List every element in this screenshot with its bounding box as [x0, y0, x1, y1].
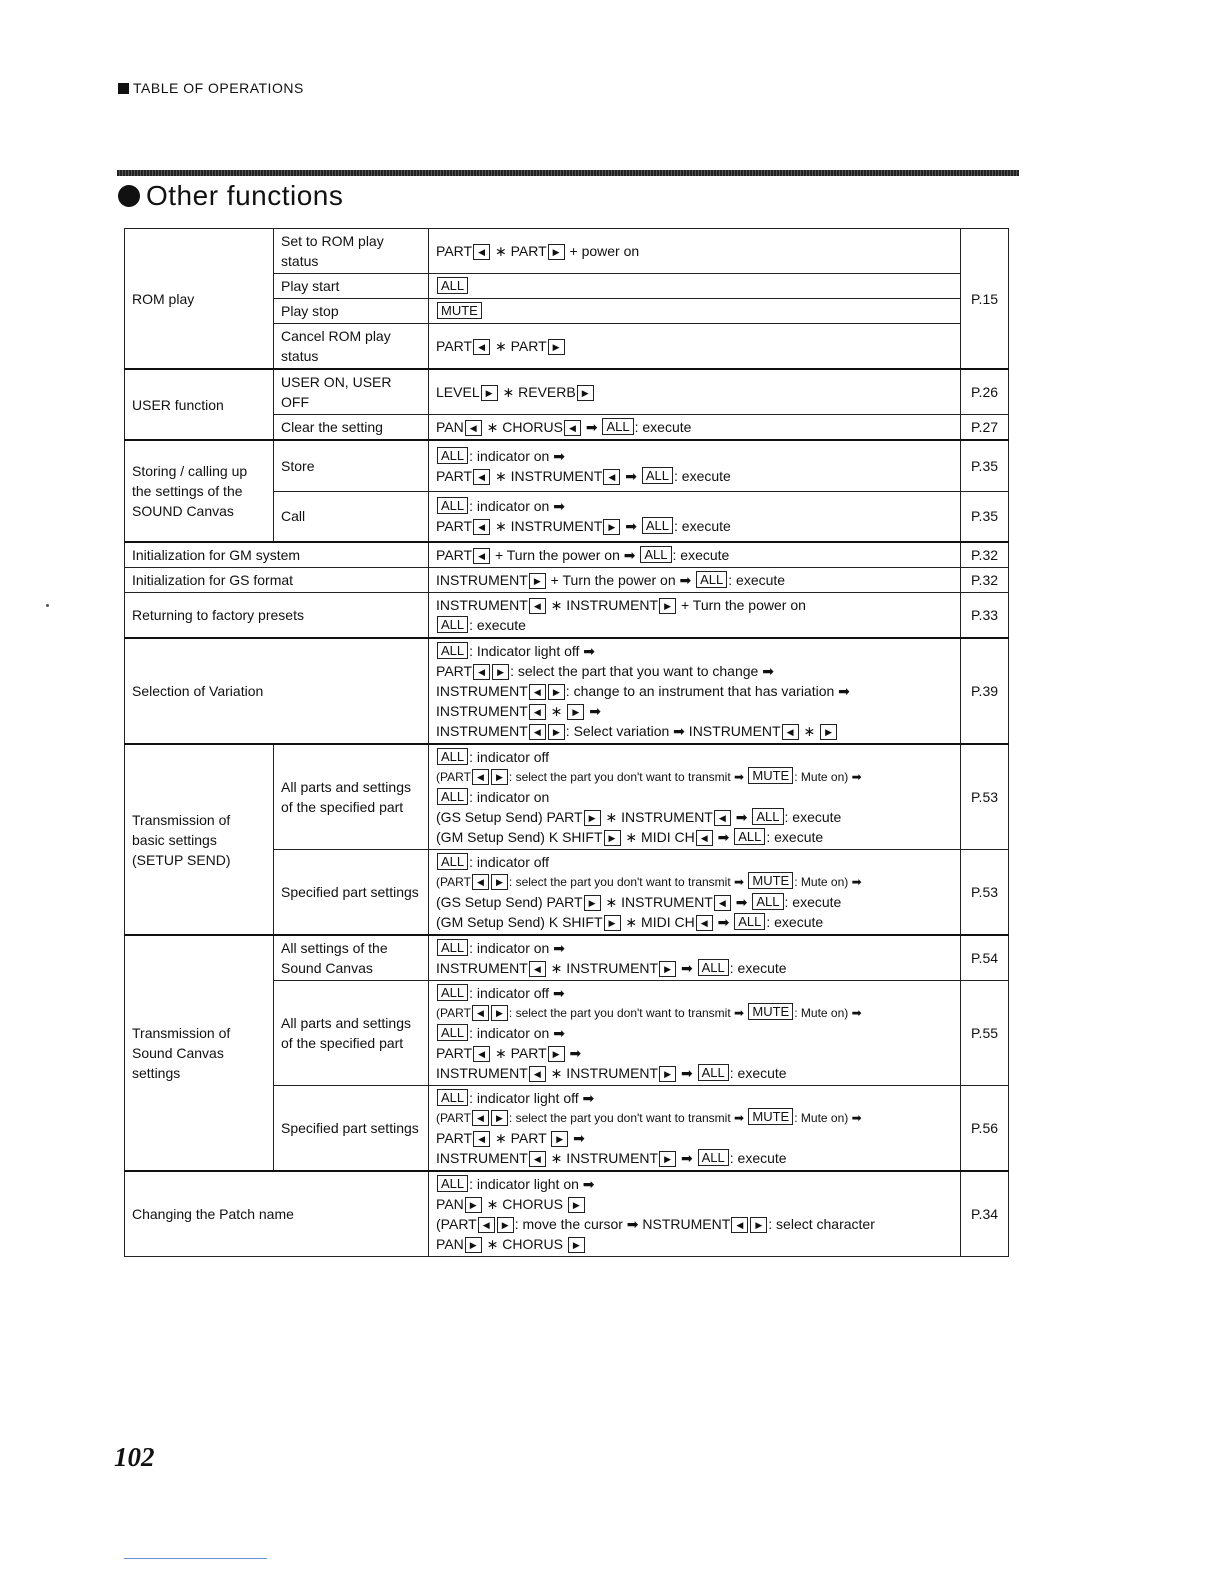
table-row [125, 568, 1009, 593]
left-arrow-key-icon: ◀ [529, 961, 546, 977]
left-arrow-key-icon: ◀ [465, 420, 482, 436]
canvas-specified-op [429, 1086, 961, 1172]
op-line: ALL : indicator off [436, 852, 953, 872]
all-key-icon: ALL [698, 1064, 729, 1081]
canvas-send-group: Transmission of Sound Canvas settings [125, 935, 274, 1171]
mute-key-icon: MUTE [748, 767, 793, 784]
left-arrow-key-icon: ◀ [529, 1066, 546, 1082]
all-key-icon: ALL [437, 642, 468, 659]
left-arrow-key-icon: ◀ [564, 420, 581, 436]
op-line: (GM Setup Send) K SHIFT ▶ ∗ MIDI CH ◀ ➡ ALL : execute [436, 829, 824, 845]
op-line: ALL : execute [436, 615, 953, 635]
op-word: PART [510, 243, 547, 259]
right-arrow-key-icon: ▶ [548, 724, 565, 740]
bullet-square-icon [118, 83, 129, 94]
all-key-icon: ALL [437, 1024, 468, 1041]
left-arrow-key-icon: ◀ [473, 469, 490, 485]
op-line: ALL : indicator off [436, 747, 953, 767]
op-line: ALL : indicator on ➡ [436, 446, 953, 466]
page-ref: P.15 [961, 229, 1009, 370]
op-line: INSTRUMENT ◀ ∗ INSTRUMENT ▶ ➡ ALL : execute [436, 960, 787, 976]
op-line: PART ◀ ∗ INSTRUMENT ▶ ➡ ALL : execute [436, 518, 731, 535]
call-label: Call [274, 491, 429, 542]
operations-table [124, 228, 1009, 1257]
op-line: ALL : Indicator light off ➡ [436, 641, 953, 661]
left-arrow-key-icon: ◀ [696, 915, 713, 931]
store-op [429, 440, 961, 491]
op-line: INSTRUMENT ◀ ∗ INSTRUMENT ▶ ➡ ALL : execute [436, 1065, 787, 1081]
variation-op [429, 638, 961, 744]
all-key-icon: ALL [437, 853, 468, 870]
right-arrow-key-icon: ▶ [548, 1046, 565, 1062]
user-clear-label: Clear the setting [274, 415, 429, 441]
left-arrow-key-icon: ◀ [714, 810, 731, 826]
all-key-icon: ALL [640, 546, 671, 563]
right-arrow-key-icon: ▶ [577, 385, 594, 401]
all-key-icon: ALL [437, 497, 468, 514]
left-arrow-key-icon: ◀ [731, 1217, 748, 1233]
rom-set-label: Set to ROM play status [274, 229, 429, 274]
right-arrow-key-icon: ▶ [491, 769, 508, 785]
page-title [118, 180, 343, 212]
op-line: ALL : indicator light off ➡ [436, 1088, 953, 1108]
mute-key-icon: MUTE [748, 872, 793, 889]
left-arrow-key-icon: ◀ [472, 874, 489, 890]
right-arrow-key-icon: ▶ [659, 961, 676, 977]
op-line: INSTRUMENT ◀ ▶ : change to an instrument that has variation ➡ [436, 683, 850, 699]
user-clear-op: PAN ◀ ∗ CHORUS ◀ ➡ ALL : execute [429, 415, 961, 441]
factory-label: Returning to factory presets [125, 593, 429, 639]
section-label [118, 80, 304, 96]
all-key-icon: ALL [698, 1149, 729, 1166]
right-arrow-key-icon: ▶ [551, 1131, 568, 1147]
right-arrow-key-icon: ▶ [529, 573, 546, 589]
right-arrow-key-icon: ▶ [465, 1237, 482, 1253]
right-arrow-key-icon: ▶ [465, 1197, 482, 1213]
op-line: ALL : indicator on [436, 787, 953, 807]
op-word: PART [436, 243, 473, 259]
right-arrow-key-icon: ▶ [604, 915, 621, 931]
left-arrow-key-icon: ◀ [603, 469, 620, 485]
patch-name-label: Changing the Patch name [125, 1171, 429, 1257]
mute-key-icon: MUTE [748, 1003, 793, 1020]
op-line: ALL : indicator on ➡ [436, 938, 953, 958]
table-row [125, 542, 1009, 568]
left-arrow-key-icon: ◀ [473, 548, 490, 564]
op-line: (PART ◀ ▶ : select the part you don't want to transmit ➡ MUTE : Mute on) ➡ [436, 1109, 862, 1125]
page-ref: P.32 [961, 542, 1009, 568]
right-arrow-key-icon: ▶ [481, 385, 498, 401]
op-line: ALL : indicator on ➡ [436, 496, 953, 516]
page-ref: P.39 [961, 638, 1009, 744]
footer-line [124, 1558, 267, 1559]
all-key-icon: ALL [734, 913, 765, 930]
page-title-text: Other functions [146, 180, 344, 211]
page-ref: P.56 [961, 1086, 1009, 1172]
page-ref: P.35 [961, 491, 1009, 542]
divider-rule [117, 170, 1019, 176]
left-arrow-key-icon: ◀ [472, 1005, 489, 1021]
table-row [125, 593, 1009, 639]
op-line: PART ◀ ∗ PART ▶ ➡ [436, 1130, 585, 1146]
all-key-icon: ALL [437, 447, 468, 464]
right-arrow-key-icon: ▶ [820, 724, 837, 740]
all-key-icon: ALL [437, 1089, 468, 1106]
page-ref: P.55 [961, 981, 1009, 1086]
op-line: ALL : indicator light on ➡ [436, 1174, 953, 1194]
right-arrow-key-icon: ▶ [659, 598, 676, 614]
setup-all-op [429, 744, 961, 850]
op-line: INSTRUMENT ◀ ∗ INSTRUMENT ▶ ➡ ALL : execute [436, 1150, 787, 1166]
op-line: PART ◀ ∗ INSTRUMENT ◀ ➡ ALL : execute [436, 467, 731, 484]
all-key-icon: ALL [437, 788, 468, 805]
left-arrow-key-icon: ◀ [472, 769, 489, 785]
right-arrow-key-icon: ▶ [584, 810, 601, 826]
init-gm-op: PART ◀ + Turn the power on ➡ ALL : execute [429, 542, 961, 568]
op-line: INSTRUMENT ◀ ∗ ▶ ➡ [436, 703, 601, 719]
left-arrow-key-icon: ◀ [782, 724, 799, 740]
user-on-op: LEVEL ▶ ∗ REVERB ▶ [429, 369, 961, 415]
left-arrow-key-icon: ◀ [529, 1151, 546, 1167]
rom-start-op [429, 274, 961, 299]
right-arrow-key-icon: ▶ [603, 519, 620, 535]
right-arrow-key-icon: ▶ [584, 895, 601, 911]
right-arrow-key-icon: ▶ [659, 1066, 676, 1082]
canvas-all-label: All settings of the Sound Canvas [274, 935, 429, 981]
right-arrow-key-icon: ▶ [548, 339, 565, 355]
mute-key-icon: MUTE [437, 302, 482, 319]
left-arrow-key-icon: ◀ [473, 244, 490, 260]
setup-send-group: Transmission of basic settings (SETUP SEND) [125, 744, 274, 935]
all-key-icon: ALL [437, 277, 468, 294]
rom-stop-label: Play stop [274, 299, 429, 324]
all-key-icon: ALL [696, 571, 727, 588]
right-arrow-key-icon: ▶ [491, 1005, 508, 1021]
user-function-group: USER function [125, 369, 274, 440]
all-key-icon: ALL [602, 418, 633, 435]
all-key-icon: ALL [642, 517, 673, 534]
right-arrow-key-icon: ▶ [491, 1110, 508, 1126]
page-ref: P.32 [961, 568, 1009, 593]
right-arrow-key-icon: ▶ [568, 1237, 585, 1253]
page-ref: P.54 [961, 935, 1009, 981]
table-row [125, 935, 1009, 981]
page-ref: P.26 [961, 369, 1009, 415]
factory-op [429, 593, 961, 639]
init-gs-label: Initialization for GS format [125, 568, 429, 593]
rom-start-label: Play start [274, 274, 429, 299]
setup-all-label: All parts and settings of the specified part [274, 744, 429, 850]
right-arrow-key-icon: ▶ [568, 1197, 585, 1213]
all-key-icon: ALL [437, 939, 468, 956]
op-line: (GS Setup Send) PART ▶ ∗ INSTRUMENT ◀ ➡ ALL : execute [436, 809, 842, 825]
storing-group: Storing / calling up the settings of the SOUND Canvas [125, 440, 274, 542]
rom-set-op: PART ◀ ∗ PART ▶ + power on [429, 229, 961, 274]
rom-stop-op [429, 299, 961, 324]
page-ref: P.35 [961, 440, 1009, 491]
left-arrow-key-icon: ◀ [529, 704, 546, 720]
all-key-icon: ALL [698, 959, 729, 976]
variation-label: Selection of Variation [125, 638, 429, 744]
left-arrow-key-icon: ◀ [473, 339, 490, 355]
page-ref: P.34 [961, 1171, 1009, 1257]
page-ref: P.53 [961, 850, 1009, 936]
op-line: (PART ◀ ▶ : select the part you don't want to transmit ➡ MUTE : Mute on) ➡ [436, 768, 862, 784]
setup-specified-label: Specified part settings [274, 850, 429, 936]
table-row [125, 440, 1009, 491]
mute-key-icon: MUTE [748, 1108, 793, 1125]
op-line: (PART ◀ ▶ : select the part you don't want to transmit ➡ MUTE : Mute on) ➡ [436, 873, 862, 889]
call-op [429, 491, 961, 542]
left-arrow-key-icon: ◀ [714, 895, 731, 911]
right-arrow-key-icon: ▶ [567, 704, 584, 720]
all-key-icon: ALL [752, 893, 783, 910]
patch-name-op [429, 1171, 961, 1257]
op-line: ALL : indicator off ➡ [436, 983, 953, 1003]
left-arrow-key-icon: ◀ [478, 1217, 495, 1233]
op-line: INSTRUMENT ◀ ▶ : Select variation ➡ INSTRUMENT ◀ ∗ ▶ [436, 721, 953, 741]
right-arrow-key-icon: ▶ [548, 244, 565, 260]
setup-specified-op [429, 850, 961, 936]
init-gs-op: INSTRUMENT ▶ + Turn the power on ➡ ALL : execute [429, 568, 961, 593]
right-arrow-key-icon: ▶ [659, 1151, 676, 1167]
op-line: INSTRUMENT ◀ ∗ INSTRUMENT ▶ + Turn the power on [436, 597, 806, 613]
right-arrow-key-icon: ▶ [492, 664, 509, 680]
op-line: PAN ▶ ∗ CHORUS ▶ [436, 1234, 953, 1254]
rom-cancel-label: Cancel ROM play status [274, 324, 429, 370]
page-ref: P.33 [961, 593, 1009, 639]
left-arrow-key-icon: ◀ [473, 664, 490, 680]
table-row [125, 744, 1009, 850]
op-line: (GM Setup Send) K SHIFT ▶ ∗ MIDI CH ◀ ➡ ALL : execute [436, 914, 824, 930]
page-number: 102 [114, 1442, 155, 1472]
right-arrow-key-icon: ▶ [491, 874, 508, 890]
canvas-all-op [429, 935, 961, 981]
op-line: (PART ◀ ▶ : move the cursor ➡ NSTRUMENT ◀ ▶ : select character [436, 1216, 875, 1232]
op-line: PART ◀ ▶ : select the part that you want to change ➡ [436, 663, 774, 679]
rom-cancel-op: PART ◀ ∗ PART ▶ [429, 324, 961, 370]
left-arrow-key-icon: ◀ [473, 519, 490, 535]
op-line: PAN ▶ ∗ CHORUS ▶ [436, 1194, 953, 1214]
section-label-text: TABLE OF OPERATIONS [133, 80, 304, 96]
page-ref: P.27 [961, 415, 1009, 441]
all-key-icon: ALL [437, 984, 468, 1001]
all-key-icon: ALL [437, 616, 468, 633]
right-arrow-key-icon: ▶ [604, 830, 621, 846]
left-arrow-key-icon: ◀ [529, 724, 546, 740]
left-arrow-key-icon: ◀ [529, 598, 546, 614]
op-line: PART ◀ ∗ PART ▶ ➡ [436, 1045, 582, 1061]
all-key-icon: ALL [437, 1175, 468, 1192]
rom-play-group: ROM play [125, 229, 274, 370]
left-arrow-key-icon: ◀ [473, 1131, 490, 1147]
table-row [125, 638, 1009, 744]
op-line: (PART ◀ ▶ : select the part you don't want to transmit ➡ MUTE : Mute on) ➡ [436, 1004, 862, 1020]
table-row [125, 229, 1009, 274]
scan-speck [46, 604, 49, 607]
canvas-parts-op [429, 981, 961, 1086]
right-arrow-key-icon: ▶ [548, 684, 565, 700]
bullet-circle-icon [118, 185, 140, 207]
op-line: ALL : indicator on ➡ [436, 1023, 953, 1043]
all-key-icon: ALL [734, 828, 765, 845]
store-label: Store [274, 440, 429, 491]
table-row [125, 1171, 1009, 1257]
canvas-parts-label: All parts and settings of the specified part [274, 981, 429, 1086]
right-arrow-key-icon: ▶ [750, 1217, 767, 1233]
all-key-icon: ALL [437, 748, 468, 765]
left-arrow-key-icon: ◀ [472, 1110, 489, 1126]
all-key-icon: ALL [752, 808, 783, 825]
left-arrow-key-icon: ◀ [473, 1046, 490, 1062]
user-on-label: USER ON, USER OFF [274, 369, 429, 415]
canvas-specified-label: Specified part settings [274, 1086, 429, 1172]
right-arrow-key-icon: ▶ [497, 1217, 514, 1233]
table-row [125, 369, 1009, 415]
left-arrow-key-icon: ◀ [529, 684, 546, 700]
all-key-icon: ALL [642, 467, 673, 484]
left-arrow-key-icon: ◀ [696, 830, 713, 846]
init-gm-label: Initialization for GM system [125, 542, 429, 568]
op-line: (GS Setup Send) PART ▶ ∗ INSTRUMENT ◀ ➡ ALL : execute [436, 894, 842, 910]
page-ref: P.53 [961, 744, 1009, 850]
